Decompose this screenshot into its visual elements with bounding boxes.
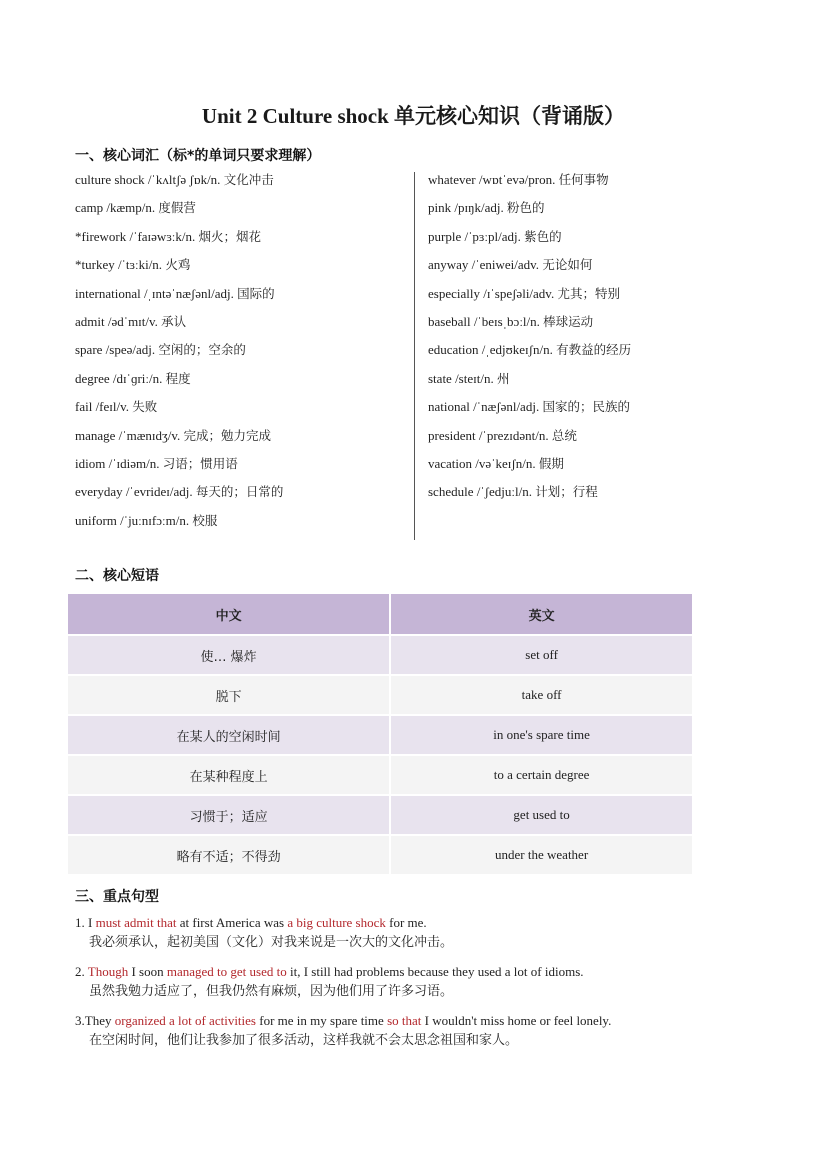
vocab-word: pink /pɪŋk/adj. — [428, 200, 508, 216]
vocab-meaning: 每天的；日常的 — [195, 484, 284, 500]
vocab-word: degree /dɪˈɡriː/n. — [75, 370, 166, 386]
vocab-item — [75, 228, 405, 256]
table-row — [68, 675, 693, 715]
vocab-meaning: 火鸡 — [165, 257, 191, 273]
table-row — [68, 795, 693, 835]
vocab-meaning: 度假营 — [158, 200, 196, 216]
sentence-english — [75, 962, 775, 982]
vocab-item — [75, 512, 405, 540]
vocab-word: national /ˈnæʃənl/adj. — [428, 399, 543, 415]
sentence-text: I soon — [128, 964, 167, 979]
vocab-meaning: 任何事物 — [558, 172, 609, 187]
vocab-meaning: 国际的 — [237, 285, 275, 301]
vocab-word: state /steɪt/n. — [428, 370, 497, 386]
vocab-item — [75, 370, 405, 398]
vocab-meaning: 紫色的 — [524, 228, 562, 244]
vocab-item — [75, 341, 405, 369]
vocab-list-left — [75, 171, 405, 540]
sentence-text: for me. — [385, 915, 427, 930]
vocab-word: purple /ˈpɜːpl/adj. — [428, 228, 525, 244]
vocab-meaning: 烟火；烟花 — [198, 228, 262, 244]
key-phrase-highlight: organized a lot of activities — [114, 1013, 256, 1028]
key-phrase-highlight: a big culture shock — [287, 915, 386, 930]
vocab-meaning: 尤其；特别 — [557, 285, 620, 301]
table-header-row — [68, 594, 693, 635]
vocab-item — [428, 455, 728, 483]
sentence-english — [75, 913, 775, 933]
sentence-text: 3.They — [75, 1013, 115, 1028]
sentence-text: 2. — [75, 964, 88, 979]
vocab-word: whatever /wɒtˈevə/pron. — [428, 172, 559, 187]
vocab-word: international /ˌɪntəˈnæʃənl/adj. — [75, 285, 238, 301]
vocab-item — [75, 483, 405, 511]
sentence-text: it, I still had problems because they used a lot of idioms. — [286, 964, 584, 979]
vocab-meaning: 校服 — [192, 512, 218, 528]
column-header-english: 英文 — [390, 594, 693, 635]
table-row — [68, 835, 693, 874]
vocab-word: baseball /ˈbeɪsˌbɔːl/n. — [428, 313, 544, 329]
section-phrases-heading: 二、核心短语 — [75, 568, 159, 584]
phrase-chinese: 脱下 — [68, 675, 390, 715]
phrase-chinese: 使… 爆炸 — [68, 635, 390, 675]
phrase-english: to a certain degree — [390, 755, 693, 795]
vocab-word: anyway /ˈeniwei/adv. — [428, 257, 543, 273]
vocab-item — [75, 285, 405, 313]
page-title: Unit 2 Culture shock 单元核心知识（背诵版） — [201, 104, 626, 128]
vocab-item — [75, 398, 405, 426]
vocab-word: schedule /ˈʃedjuːl/n. — [428, 484, 536, 500]
vocab-item — [428, 370, 728, 398]
sentence-translation: 在空闲时间，他们让我参加了很多活动，这样我就不会太思念祖国和家人。 — [89, 1033, 519, 1048]
vocab-item — [75, 455, 405, 483]
vocab-meaning: 程度 — [165, 370, 191, 386]
vocab-meaning: 计划；行程 — [535, 484, 598, 500]
vocab-meaning: 有教益的经历 — [556, 342, 632, 358]
vocab-item — [428, 228, 728, 256]
sentence-item — [75, 1011, 775, 1051]
phrases-table — [68, 594, 694, 874]
vocab-meaning: 空闲的；空余的 — [158, 342, 246, 358]
vocab-word: everyday /ˈevrideɪ/adj. — [75, 484, 196, 500]
vocab-word: president /ˈprezɪdənt/n. — [428, 427, 552, 443]
sentence-text: 1. I — [75, 915, 96, 930]
key-phrase-highlight: so that — [387, 1013, 422, 1028]
vocab-item — [428, 256, 728, 284]
vocab-word: uniform /ˈjuːnɪfɔːm/n. — [75, 512, 193, 528]
vocab-item — [75, 256, 405, 284]
vocab-item — [428, 341, 728, 369]
vocab-meaning: 失败 — [132, 399, 158, 415]
sentence-item — [75, 962, 775, 1002]
vocab-meaning: 国家的；民族的 — [542, 399, 630, 415]
phrase-chinese: 习惯于；适应 — [68, 795, 390, 835]
phrase-chinese: 在某人的空闲时间 — [68, 715, 390, 755]
table-row — [68, 635, 693, 675]
vocab-item — [75, 427, 405, 455]
vocab-meaning: 棒球运动 — [543, 313, 594, 329]
vocab-item — [428, 427, 728, 455]
vocab-item — [75, 313, 405, 341]
section-vocab-heading: 一、核心词汇（标*的单词只要求理解） — [75, 148, 321, 164]
vocab-item — [428, 199, 728, 227]
sentence-text: at first America was — [176, 915, 288, 930]
vocab-word: camp /kæmp/n. — [75, 200, 159, 216]
sentence-translation: 虽然我勉力适应了，但我仍然有麻烦，因为他们用了许多习语。 — [89, 984, 454, 999]
vocab-word: especially /ɪˈspeʃəli/adv. — [428, 285, 558, 301]
vocab-meaning: 假期 — [538, 455, 564, 471]
vocab-item — [75, 199, 405, 227]
vocab-word: culture shock /ˈkʌltʃə ʃɒk/n. — [75, 172, 224, 187]
vocab-item — [428, 171, 728, 199]
vocab-item — [428, 285, 728, 313]
vocab-list-right — [428, 171, 728, 512]
vocab-word: spare /speə/adj. — [75, 342, 159, 358]
key-phrase-highlight: managed to get used to — [166, 964, 287, 979]
vocab-item — [428, 483, 728, 511]
vocab-word: education /ˌedjʊkeɪʃn/n. — [428, 342, 557, 358]
sentence-list — [75, 913, 775, 1060]
phrase-english: in one's spare time — [390, 715, 693, 755]
phrase-chinese: 在某种程度上 — [68, 755, 390, 795]
table-row — [68, 715, 693, 755]
sentence-english — [75, 1011, 775, 1031]
column-header-chinese: 中文 — [68, 594, 390, 635]
vocab-meaning: 文化冲击 — [223, 172, 274, 187]
vocab-item — [428, 398, 728, 426]
vocab-meaning: 无论如何 — [542, 257, 593, 273]
vocab-meaning: 粉色的 — [507, 200, 545, 216]
vocab-item — [428, 313, 728, 341]
phrase-english: set off — [390, 635, 693, 675]
phrase-english: get used to — [390, 795, 693, 835]
vocab-item — [75, 171, 405, 199]
phrase-english: under the weather — [390, 835, 693, 874]
sentence-text: for me in my spare time — [256, 1013, 388, 1028]
vocab-meaning: 承认 — [161, 313, 187, 329]
vocab-meaning: 总统 — [551, 427, 577, 443]
table-row — [68, 755, 693, 795]
sentence-text: I wouldn't miss home or feel lonely. — [421, 1013, 612, 1028]
vocab-word: *turkey /ˈtɜːki/n. — [75, 257, 166, 273]
vocab-word: *firework /ˈfaɪəwɜːk/n. — [75, 228, 199, 244]
sentence-item — [75, 913, 775, 953]
vocab-word: manage /ˈmænɪdʒ/v. — [75, 427, 184, 443]
phrase-english: take off — [390, 675, 693, 715]
vocab-meaning: 习语；惯用语 — [162, 455, 238, 471]
phrase-chinese: 略有不适；不得劲 — [68, 835, 390, 874]
vocab-word: vacation /vəˈkeɪʃn/n. — [428, 455, 539, 471]
key-phrase-highlight: Though — [87, 964, 129, 979]
vocab-word: idiom /ˈɪdiəm/n. — [75, 455, 163, 471]
vocab-word: admit /ədˈmɪt/v. — [75, 313, 162, 329]
section-sentences-heading: 三、重点句型 — [75, 889, 159, 905]
vocab-word: fail /feɪl/v. — [75, 399, 133, 415]
vocab-meaning: 完成；勉力完成 — [183, 427, 272, 443]
key-phrase-highlight: must admit that — [95, 915, 177, 930]
sentence-translation: 我必须承认，起初美国（文化）对我来说是一次大的文化冲击。 — [89, 935, 454, 950]
column-divider — [414, 172, 415, 540]
vocab-meaning: 州 — [496, 370, 510, 386]
